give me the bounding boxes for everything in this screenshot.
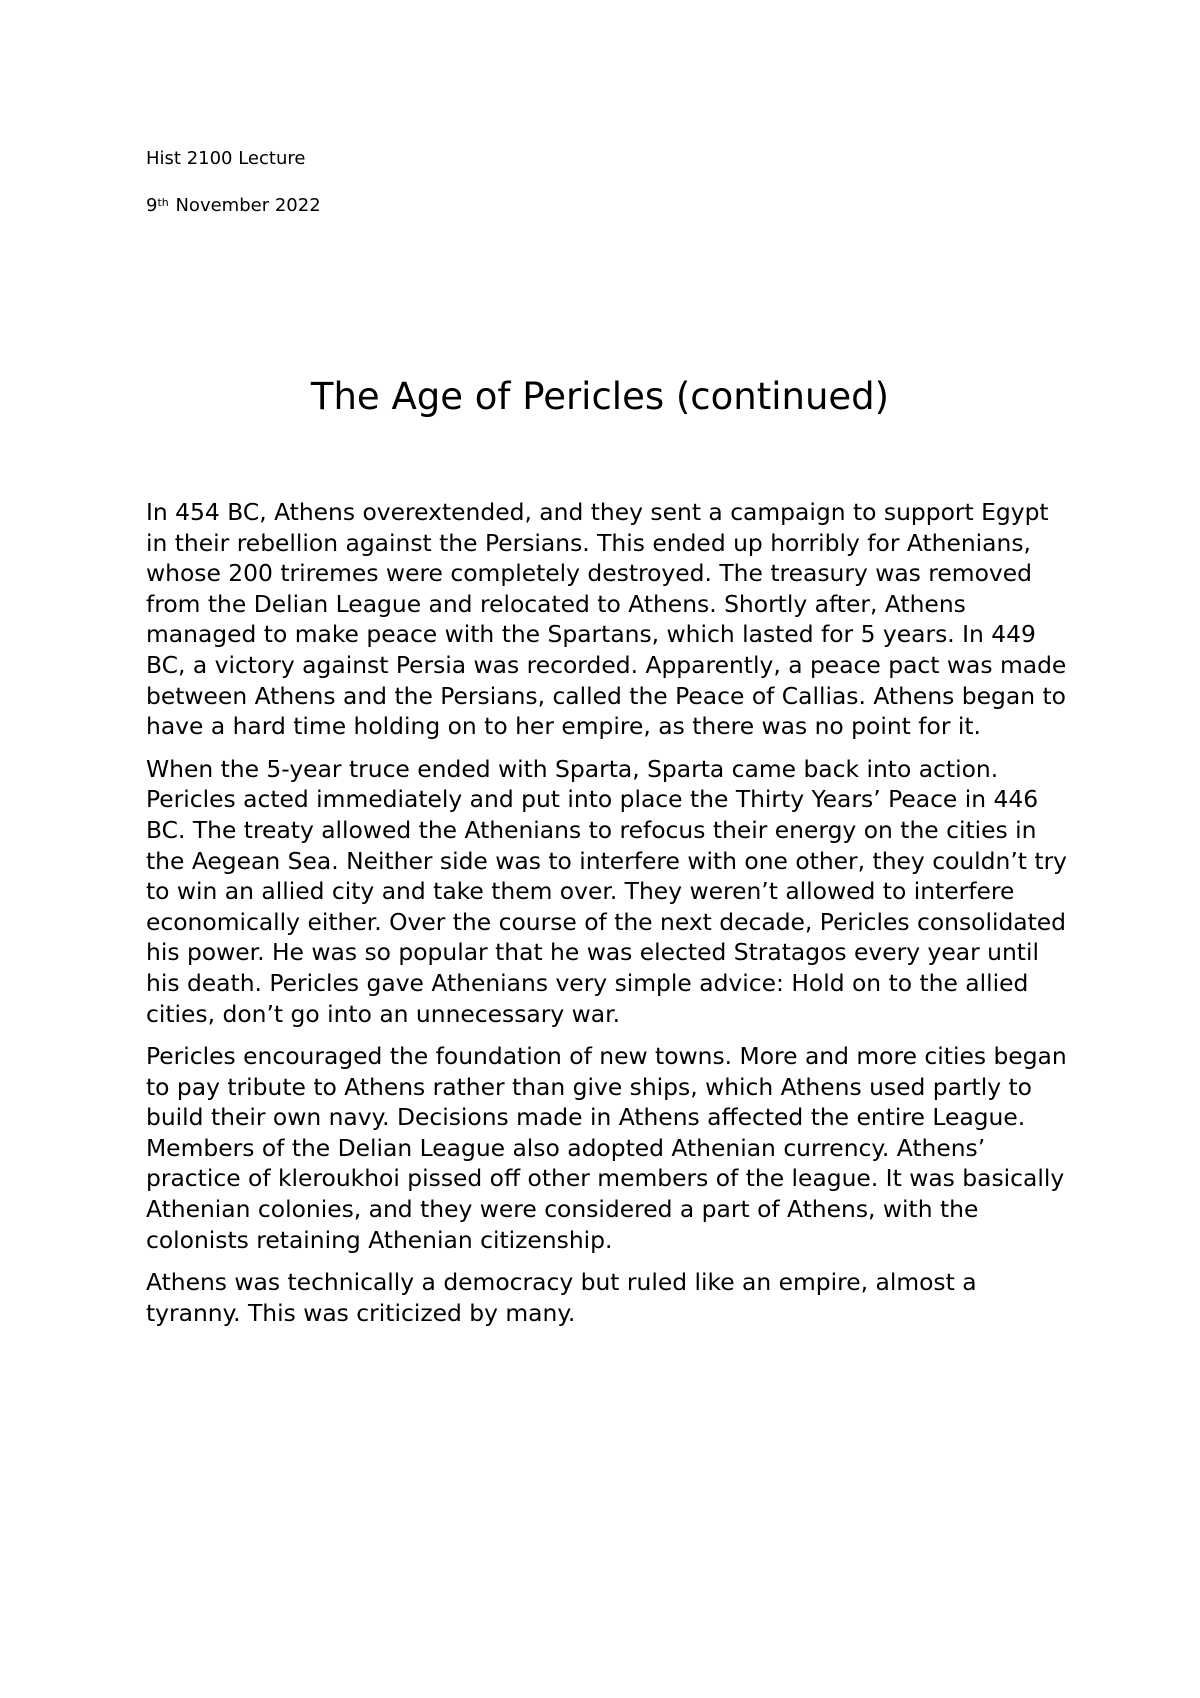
paragraph: In 454 BC, Athens overextended, and they sent a campaign to support Egypt in their rebellion against the Persians. This ended up horribly for Athenians, whose 200 triremes were completely destroyed. The treasury was removed from the Delian League and relocated to Athens. Shortly after, Athens managed to make peace with the Spartans, which lasted for 5 years. In 449 BC, a victory against Persia was recorded. Apparently, a peace pact was made between Athens and the Persians, called the Peace of Callias. Athens began to have a hard time holding on to her empire, as there was no point for it. <box>146 498 1067 741</box>
paragraph: Athens was technically a democracy but ruled like an empire, almost a tyranny. This was criticized by many. <box>146 1268 977 1327</box>
date-month-year: November 2022 <box>169 195 321 216</box>
lecture-date <box>146 195 321 217</box>
date-ordinal-suffix: th <box>157 196 169 209</box>
document-title: The Age of Pericles (continued) <box>310 375 890 418</box>
paragraph: When the 5-year truce ended with Sparta, Sparta came back into action. Pericles acted immediately and put into place the Thirty Years’ Peace in 446 BC. The treaty allowed the Athenians to refocus their energy on the cities in the Aegean Sea. Neither side was to interfere with one other, they couldn’t try to win an allied city and take them over. They weren’t allowed to interfere economically either. Over the course of the next decade, Pericles consolidated his power. He was so popular that he was elected Stratagos every year until his death. Pericles gave Athenians very simple advice: Hold on to the allied cities, don’t go into an unnecessary war. <box>146 754 1068 1028</box>
paragraph: Pericles encouraged the foundation of new towns. More and more cities began to pay tribute to Athens rather than give ships, which Athens used partly to build their own navy. Decisions made in Athens affected the entire League. Members of the Delian League also adopted Athenian currency. Athens’ practice of kleroukhoi pissed off other members of the league. It was basically Athenian colonies, and they were considered a part of Athens, with the colonists retaining Athenian citizenship. <box>146 1042 1067 1254</box>
document-body <box>146 497 1076 1340</box>
course-label: Hist 2100 Lecture <box>146 148 306 169</box>
date-day: 9 <box>146 195 158 216</box>
